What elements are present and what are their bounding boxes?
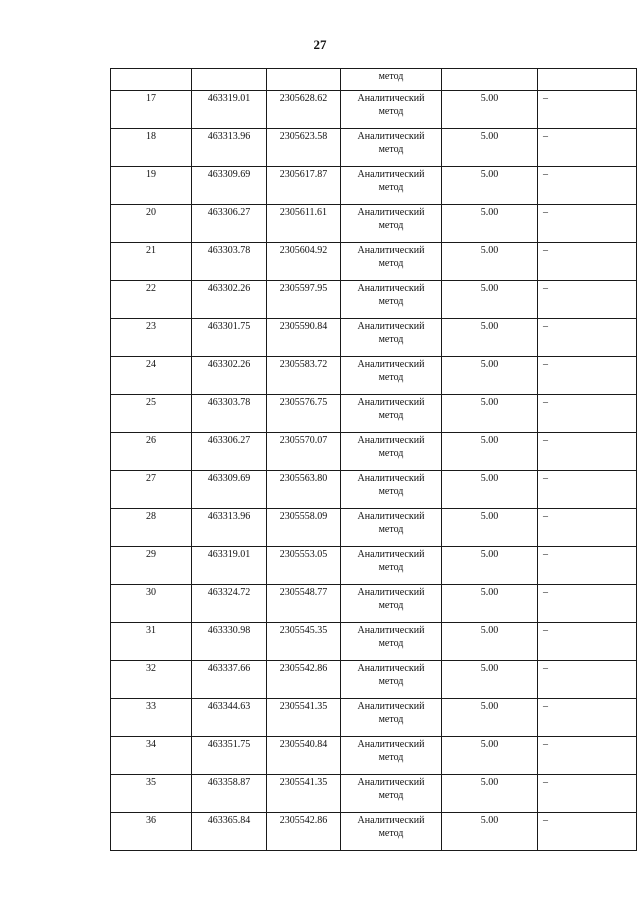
- coordinate-x: 463358.87: [192, 775, 267, 813]
- point-number: 32: [111, 661, 192, 699]
- coordinate-y: 2305545.35: [267, 623, 341, 661]
- determination-method: [341, 91, 442, 129]
- note-value: –: [538, 167, 637, 205]
- accuracy-value: 5.00: [442, 433, 538, 471]
- accuracy-value: 5.00: [442, 775, 538, 813]
- continued-cell-x: [192, 69, 267, 91]
- continued-cell-method: метод: [341, 69, 442, 91]
- note-value: –: [538, 547, 637, 585]
- accuracy-value: 5.00: [442, 699, 538, 737]
- coordinate-y: 2305628.62: [267, 91, 341, 129]
- method-line-2: метод: [378, 676, 404, 687]
- point-number: 30: [111, 585, 192, 623]
- note-value: –: [538, 775, 637, 813]
- point-number: 33: [111, 699, 192, 737]
- note-value: –: [538, 395, 637, 433]
- accuracy-value: 5.00: [442, 813, 538, 851]
- accuracy-value: 5.00: [442, 319, 538, 357]
- accuracy-value: 5.00: [442, 205, 538, 243]
- coordinate-y: 2305597.95: [267, 281, 341, 319]
- determination-method: [341, 813, 442, 851]
- method-line-2: метод: [378, 410, 404, 421]
- table-row: [111, 91, 637, 129]
- determination-method: [341, 243, 442, 281]
- accuracy-value: 5.00: [442, 243, 538, 281]
- coordinate-x: 463319.01: [192, 547, 267, 585]
- coordinate-x: 463303.78: [192, 395, 267, 433]
- coordinate-x: 463309.69: [192, 167, 267, 205]
- table-row: [111, 699, 637, 737]
- method-line-1: Аналитический: [357, 359, 425, 370]
- method-line-1: Аналитический: [357, 131, 425, 142]
- accuracy-value: 5.00: [442, 281, 538, 319]
- method-line-2: метод: [378, 334, 404, 345]
- coordinate-x: 463302.26: [192, 357, 267, 395]
- note-value: –: [538, 205, 637, 243]
- method-line-2: метод: [378, 220, 404, 231]
- accuracy-value: 5.00: [442, 357, 538, 395]
- method-line-2: метод: [378, 296, 404, 307]
- determination-method: [341, 585, 442, 623]
- coordinate-y: 2305604.92: [267, 243, 341, 281]
- table-row: [111, 205, 637, 243]
- determination-method: [341, 623, 442, 661]
- method-line-2: метод: [378, 372, 404, 383]
- determination-method: [341, 281, 442, 319]
- coordinate-y: 2305542.86: [267, 813, 341, 851]
- point-number: 17: [111, 91, 192, 129]
- coordinate-y: 2305617.87: [267, 167, 341, 205]
- accuracy-value: 5.00: [442, 737, 538, 775]
- table-row: [111, 585, 637, 623]
- table-row: [111, 661, 637, 699]
- note-value: –: [538, 737, 637, 775]
- method-line-1: Аналитический: [357, 283, 425, 294]
- point-number: 24: [111, 357, 192, 395]
- table-row: [111, 813, 637, 851]
- point-number: 35: [111, 775, 192, 813]
- point-number: 31: [111, 623, 192, 661]
- method-line-1: Аналитический: [357, 473, 425, 484]
- method-line-2: метод: [378, 790, 404, 801]
- method-line-2: метод: [378, 714, 404, 725]
- coordinate-x: 463330.98: [192, 623, 267, 661]
- method-line-2: метод: [378, 638, 404, 649]
- continued-cell-y: [267, 69, 341, 91]
- table-row: [111, 395, 637, 433]
- accuracy-value: 5.00: [442, 661, 538, 699]
- coordinate-y: 2305541.35: [267, 775, 341, 813]
- note-value: –: [538, 129, 637, 167]
- determination-method: [341, 129, 442, 167]
- coordinate-x: 463313.96: [192, 509, 267, 547]
- coordinate-y: 2305576.75: [267, 395, 341, 433]
- coordinate-x: 463319.01: [192, 91, 267, 129]
- coordinate-x: 463303.78: [192, 243, 267, 281]
- point-number: 20: [111, 205, 192, 243]
- determination-method: [341, 357, 442, 395]
- accuracy-value: 5.00: [442, 395, 538, 433]
- point-number: 36: [111, 813, 192, 851]
- note-value: –: [538, 661, 637, 699]
- coordinate-x: 463302.26: [192, 281, 267, 319]
- table-row: [111, 737, 637, 775]
- accuracy-value: 5.00: [442, 129, 538, 167]
- determination-method: [341, 167, 442, 205]
- coordinate-x: 463365.84: [192, 813, 267, 851]
- note-value: –: [538, 433, 637, 471]
- coordinate-y: 2305611.61: [267, 205, 341, 243]
- method-line-2: метод: [378, 182, 404, 193]
- table-row: [111, 433, 637, 471]
- table-row: [111, 623, 637, 661]
- coordinate-y: 2305540.84: [267, 737, 341, 775]
- continued-cell-accuracy: [442, 69, 538, 91]
- point-number: 26: [111, 433, 192, 471]
- method-line-2: метод: [378, 752, 404, 763]
- determination-method: [341, 547, 442, 585]
- coordinate-y: 2305542.86: [267, 661, 341, 699]
- table-row: [111, 471, 637, 509]
- continued-row: [111, 69, 637, 91]
- method-line-2: метод: [378, 600, 404, 611]
- coordinate-y: 2305583.72: [267, 357, 341, 395]
- point-number: 21: [111, 243, 192, 281]
- determination-method: [341, 319, 442, 357]
- method-line-1: Аналитический: [357, 701, 425, 712]
- table-row: [111, 509, 637, 547]
- coordinates-table: [110, 68, 637, 851]
- accuracy-value: 5.00: [442, 167, 538, 205]
- coordinate-y: 2305623.58: [267, 129, 341, 167]
- point-number: 23: [111, 319, 192, 357]
- method-line-2: метод: [378, 448, 404, 459]
- coordinate-x: 463324.72: [192, 585, 267, 623]
- coordinate-y: 2305548.77: [267, 585, 341, 623]
- method-line-1: Аналитический: [357, 625, 425, 636]
- coordinate-y: 2305553.05: [267, 547, 341, 585]
- method-line-1: Аналитический: [357, 397, 425, 408]
- note-value: –: [538, 471, 637, 509]
- method-line-1: Аналитический: [357, 815, 425, 826]
- accuracy-value: 5.00: [442, 91, 538, 129]
- coordinate-x: 463337.66: [192, 661, 267, 699]
- method-line-2: метод: [378, 144, 404, 155]
- determination-method: [341, 433, 442, 471]
- coordinate-x: 463306.27: [192, 205, 267, 243]
- method-line-1: Аналитический: [357, 549, 425, 560]
- note-value: –: [538, 357, 637, 395]
- method-line-2: метод: [378, 524, 404, 535]
- determination-method: [341, 395, 442, 433]
- point-number: 18: [111, 129, 192, 167]
- method-line-1: Аналитический: [357, 93, 425, 104]
- point-number: 29: [111, 547, 192, 585]
- note-value: –: [538, 281, 637, 319]
- accuracy-value: 5.00: [442, 547, 538, 585]
- table-row: [111, 281, 637, 319]
- method-line-1: Аналитический: [357, 587, 425, 598]
- method-line-1: Аналитический: [357, 777, 425, 788]
- note-value: –: [538, 699, 637, 737]
- table-row: [111, 129, 637, 167]
- note-value: –: [538, 813, 637, 851]
- determination-method: [341, 737, 442, 775]
- point-number: 28: [111, 509, 192, 547]
- note-value: –: [538, 623, 637, 661]
- accuracy-value: 5.00: [442, 509, 538, 547]
- coordinate-x: 463344.63: [192, 699, 267, 737]
- table-row: [111, 357, 637, 395]
- method-line-1: Аналитический: [357, 169, 425, 180]
- coordinate-y: 2305558.09: [267, 509, 341, 547]
- coordinate-y: 2305570.07: [267, 433, 341, 471]
- table-row: [111, 167, 637, 205]
- point-number: 22: [111, 281, 192, 319]
- table-row: [111, 547, 637, 585]
- method-line-2: метод: [378, 828, 404, 839]
- page-number: 27: [313, 37, 327, 52]
- note-value: –: [538, 91, 637, 129]
- accuracy-value: 5.00: [442, 623, 538, 661]
- determination-method: [341, 699, 442, 737]
- point-number: 27: [111, 471, 192, 509]
- determination-method: [341, 775, 442, 813]
- method-line-1: Аналитический: [357, 511, 425, 522]
- coordinate-y: 2305563.80: [267, 471, 341, 509]
- determination-method: [341, 509, 442, 547]
- method-line-1: Аналитический: [357, 739, 425, 750]
- table-row: [111, 243, 637, 281]
- coordinate-x: 463351.75: [192, 737, 267, 775]
- point-number: 19: [111, 167, 192, 205]
- method-line-1: Аналитический: [357, 207, 425, 218]
- note-value: –: [538, 509, 637, 547]
- note-value: –: [538, 319, 637, 357]
- determination-method: [341, 471, 442, 509]
- determination-method: [341, 661, 442, 699]
- coordinate-x: 463309.69: [192, 471, 267, 509]
- table-row: [111, 319, 637, 357]
- method-line-2: метод: [378, 486, 404, 497]
- continued-cell-number: [111, 69, 192, 91]
- method-line-2: метод: [378, 258, 404, 269]
- coordinate-x: 463313.96: [192, 129, 267, 167]
- note-value: –: [538, 585, 637, 623]
- method-line-2: метод: [378, 562, 404, 573]
- method-line-1: Аналитический: [357, 245, 425, 256]
- method-line-1: Аналитический: [357, 663, 425, 674]
- continued-cell-note: [538, 69, 637, 91]
- point-number: 34: [111, 737, 192, 775]
- accuracy-value: 5.00: [442, 471, 538, 509]
- determination-method: [341, 205, 442, 243]
- accuracy-value: 5.00: [442, 585, 538, 623]
- method-line-1: Аналитический: [357, 321, 425, 332]
- coordinate-y: 2305590.84: [267, 319, 341, 357]
- note-value: –: [538, 243, 637, 281]
- table-row: [111, 775, 637, 813]
- coordinate-x: 463301.75: [192, 319, 267, 357]
- point-number: 25: [111, 395, 192, 433]
- coordinate-y: 2305541.35: [267, 699, 341, 737]
- method-line-2: метод: [378, 106, 404, 117]
- method-line-1: Аналитический: [357, 435, 425, 446]
- coordinate-x: 463306.27: [192, 433, 267, 471]
